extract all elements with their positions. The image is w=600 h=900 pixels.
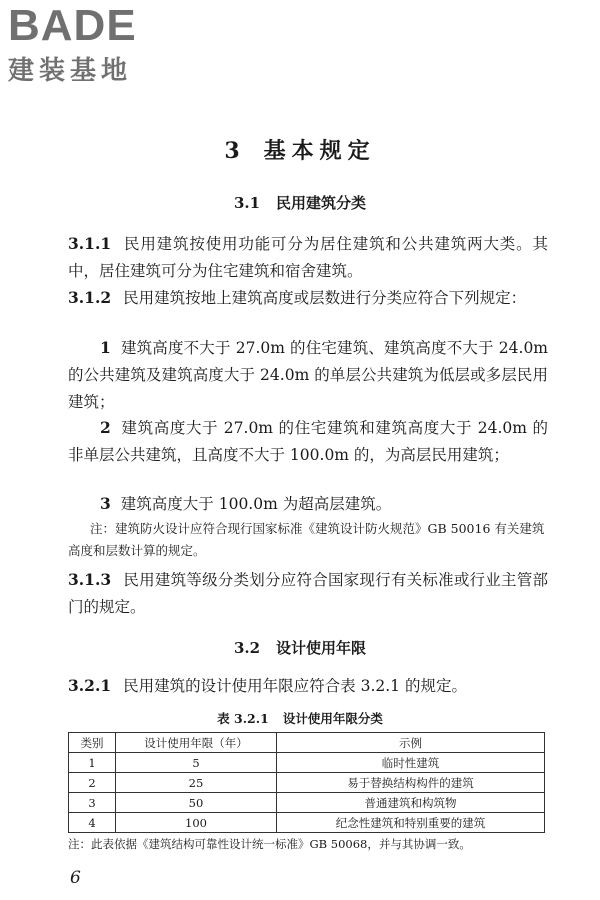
section-3-1-heading (0, 192, 600, 213)
chapter-title-text: 基本规定 (263, 138, 376, 164)
clause-number: 3.2.1 (68, 676, 112, 695)
clause-number: 3.1.2 (68, 288, 112, 307)
list-item (68, 414, 548, 469)
column-header: 设计使用年限（年） (116, 733, 277, 753)
table-cell: 50 (116, 793, 277, 813)
clause-3-1-1 (68, 230, 548, 285)
item-text: 建筑高度大于 100.0m 为超高层建筑。 (120, 495, 392, 513)
logo-chinese-name: 建装基地 (8, 56, 133, 86)
table-row (69, 813, 545, 833)
item-number: 1 (100, 338, 111, 357)
brand-logo (8, 1, 178, 86)
table-caption (0, 709, 600, 727)
table-cell: 4 (69, 813, 116, 833)
table-cell: 1 (69, 753, 116, 773)
chapter-number: 3 (224, 138, 246, 164)
section-number: 3.2 (233, 639, 261, 657)
note-text: 注：建筑防火设计应符合现行国家标准《建筑设计防火规范》GB 50016 有关建筑高度和层数计算的规定。 (68, 521, 545, 558)
table-title: 设计使用年限分类 (282, 711, 383, 726)
table-row (69, 753, 545, 773)
table-row (69, 773, 545, 793)
section-title: 民用建筑分类 (276, 194, 367, 212)
item-number: 3 (100, 494, 111, 513)
clause-text: 民用建筑等级分类划分应符合国家现行有关标准或行业主管部门的规定。 (68, 571, 548, 616)
list-item (68, 334, 548, 416)
list-item (68, 490, 548, 518)
table-number: 表 3.2.1 (217, 711, 269, 726)
table-cell: 普通建筑和构筑物 (277, 793, 545, 813)
table-header-row (69, 733, 545, 753)
clause-3-2-1 (68, 672, 548, 700)
table-cell: 25 (116, 773, 277, 793)
clause-3-1-2 (68, 284, 548, 312)
section-title: 设计使用年限 (276, 639, 367, 657)
table-note: 注：此表依据《建筑结构可靠性设计统一标准》GB 50068，并与其协调一致。 (68, 837, 471, 851)
clause-text: 民用建筑按使用功能可分为居住建筑和公共建筑两大类。其中，居住建筑可分为住宅建筑和宿舍建筑。 (68, 235, 548, 280)
page-number: 6 (70, 868, 81, 888)
item-text: 建筑高度大于 27.0m 的住宅建筑和建筑高度大于 24.0m 的非单层公共建筑，且高度不大于 100.0m 的，为高层民用建筑； (68, 419, 548, 464)
section-number: 3.1 (233, 194, 261, 212)
section-3-2-heading (0, 637, 600, 658)
item-text: 建筑高度不大于 27.0m 的住宅建筑、建筑高度不大于 24.0m 的公共建筑及建筑高度大于 24.0m 的单层公共建筑为低层或多层民用建筑； (68, 339, 548, 411)
table-cell: 100 (116, 813, 277, 833)
table-cell: 3 (69, 793, 116, 813)
column-header: 示例 (277, 733, 545, 753)
table-cell: 纪念性建筑和特别重要的建筑 (277, 813, 545, 833)
clause-number: 3.1.3 (68, 570, 112, 589)
clause-number: 3.1.1 (68, 234, 112, 253)
table-cell: 易于替换结构构件的建筑 (277, 773, 545, 793)
table-cell: 临时性建筑 (277, 753, 545, 773)
clause-text: 民用建筑的设计使用年限应符合表 3.2.1 的规定。 (123, 677, 467, 695)
chapter-title (0, 134, 600, 165)
clause-text: 民用建筑按地上建筑高度或层数进行分类应符合下列规定： (123, 289, 527, 307)
column-header: 类别 (69, 733, 116, 753)
service-life-table (68, 732, 545, 833)
item-number: 2 (100, 418, 111, 437)
table-row (69, 793, 545, 813)
clause-3-1-3 (68, 566, 548, 621)
table-cell: 5 (116, 753, 277, 773)
table-cell: 2 (69, 773, 116, 793)
logo-wordmark: BADE (8, 1, 137, 50)
